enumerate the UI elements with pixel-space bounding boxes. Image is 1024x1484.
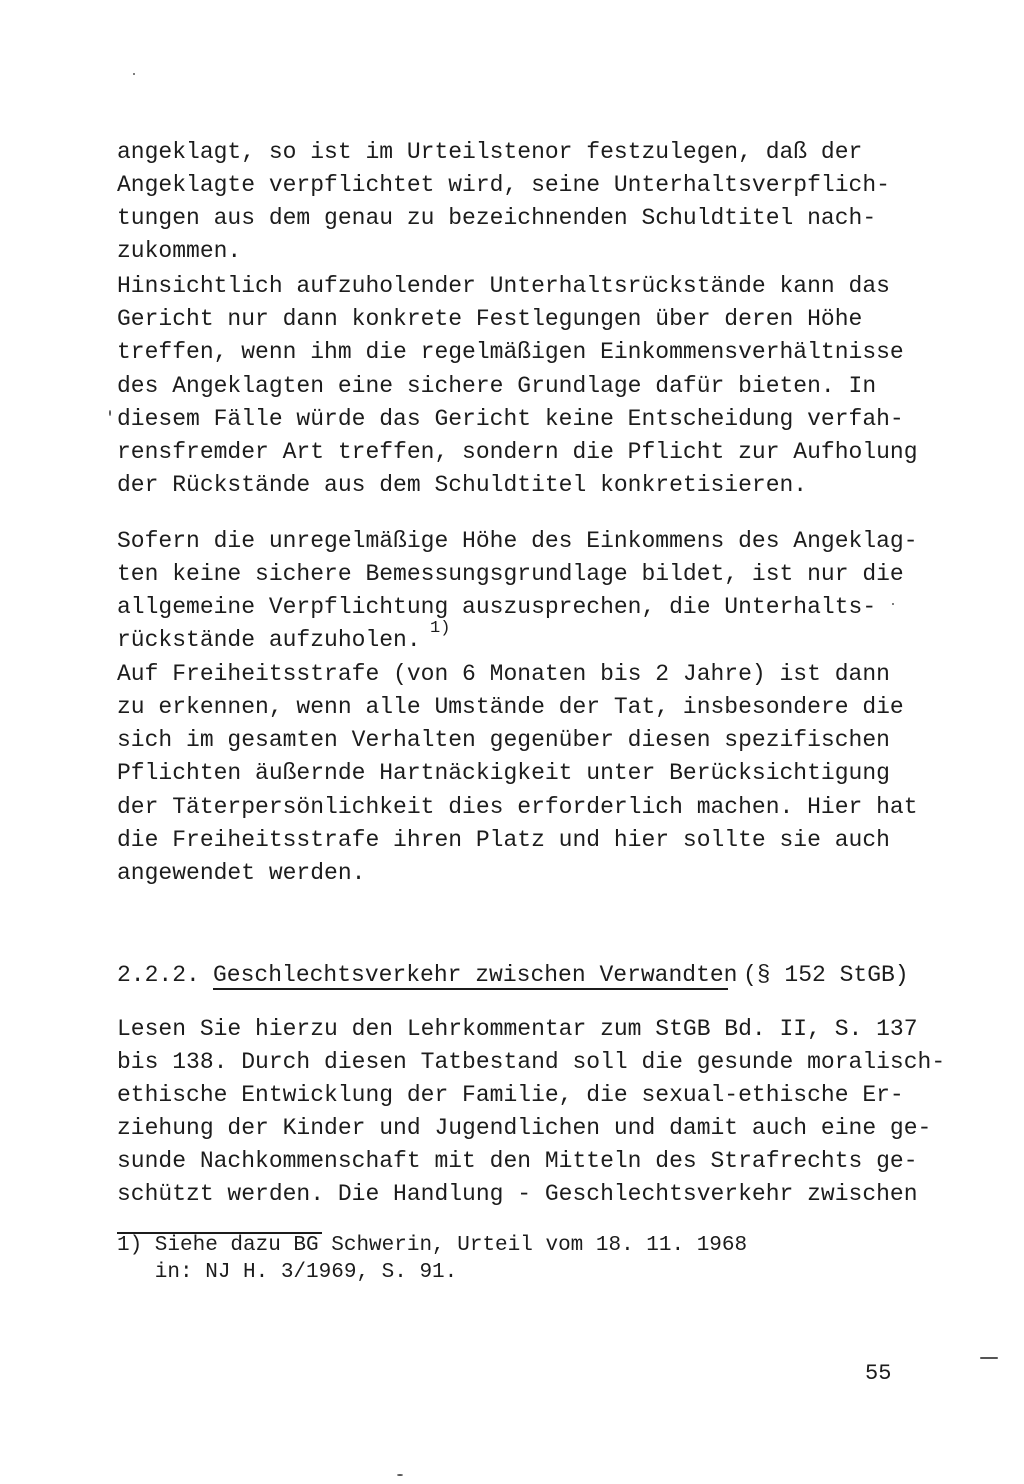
text-line: allgemeine Verpflichtung auszusprechen, die Unterhalts- <box>117 594 877 620</box>
text-line: Hinsichtlich aufzuholender Unterhaltsrückstände kann das <box>117 273 890 299</box>
scan-speck <box>133 73 135 75</box>
text-line: ethische Entwicklung der Familie, die sexual-ethische Er- <box>117 1082 904 1108</box>
footnote-line: in: NJ H. 3/1969, S. 91. <box>117 1261 458 1284</box>
text-line: bis 138. Durch diesen Tatbestand soll die gesunde moralisch- <box>117 1049 946 1075</box>
text-line: der Rückstände aus dem Schuldtitel konkretisieren. <box>117 472 808 498</box>
text-line: tungen aus dem genau zu bezeichnenden Schuldtitel nach- <box>117 205 877 231</box>
text-line: Auf Freiheitsstrafe (von 6 Monaten bis 2 Jahre) ist dann <box>117 661 890 687</box>
text-line: diesem Fälle würde das Gericht keine Entscheidung verfah- <box>117 406 904 432</box>
text-line: Sofern die unregelmäßige Höhe des Einkommens des Angeklag- <box>117 528 918 554</box>
footnote-marker: 1) <box>430 619 451 638</box>
text-line: des Angeklagten eine sichere Grundlage dafür bieten. In <box>117 373 877 399</box>
text-line: zu erkennen, wenn alle Umstände der Tat, insbesondere die <box>117 694 904 720</box>
section-number: 2.2.2. <box>117 962 200 988</box>
text-line: angewendet werden. <box>117 860 366 886</box>
text-line: rensfremder Art treffen, sondern die Pflicht zur Aufholung <box>117 439 918 465</box>
text-line: sich im gesamten Verhalten gegenüber diesen spezifischen <box>117 727 890 753</box>
text-line: der Täterpersönlichkeit dies erforderlich machen. Hier hat <box>117 794 918 820</box>
scan-speck <box>980 1357 998 1359</box>
scan-speck <box>109 410 111 416</box>
text-line: treffen, wenn ihm die regelmäßigen Einkommensverhältnisse <box>117 339 904 365</box>
text-line: Lesen Sie hierzu den Lehrkommentar zum StGB Bd. II, S. 137 <box>117 1016 918 1042</box>
text-line: zukommen. <box>117 238 242 264</box>
section-reference: (§ 152 StGB) <box>743 962 909 988</box>
text-line: die Freiheitsstrafe ihren Platz und hier sollte sie auch <box>117 827 890 853</box>
text-line: angeklagt, so ist im Urteilstenor festzulegen, daß der <box>117 139 863 165</box>
text-line: Pflichten äußernde Hartnäckigkeit unter Berücksichtigung <box>117 760 890 786</box>
text-line: rückstände aufzuholen. <box>117 627 421 653</box>
scan-speck <box>397 1474 403 1476</box>
text-line: Angeklagte verpflichtet wird, seine Unterhaltsverpflich- <box>117 172 890 198</box>
text-line: ziehung der Kinder und Jugendlichen und damit auch eine ge- <box>117 1115 932 1141</box>
text-line: Gericht nur dann konkrete Festlegungen über deren Höhe <box>117 306 863 332</box>
section-title-underline <box>213 988 728 990</box>
footnote-line: 1) Siehe dazu BG Schwerin, Urteil vom 18. 11. 1968 <box>117 1234 748 1257</box>
scan-speck <box>892 603 894 605</box>
text-line: schützt werden. Die Handlung - Geschlechtsverkehr zwischen <box>117 1181 918 1207</box>
page-number: 55 <box>865 1361 892 1386</box>
text-line: sunde Nachkommenschaft mit den Mitteln des Strafrechts ge- <box>117 1148 918 1174</box>
section-title: Geschlechtsverkehr zwischen Verwandten <box>213 962 738 988</box>
text-line: ten keine sichere Bemessungsgrundlage bildet, ist nur die <box>117 561 904 587</box>
